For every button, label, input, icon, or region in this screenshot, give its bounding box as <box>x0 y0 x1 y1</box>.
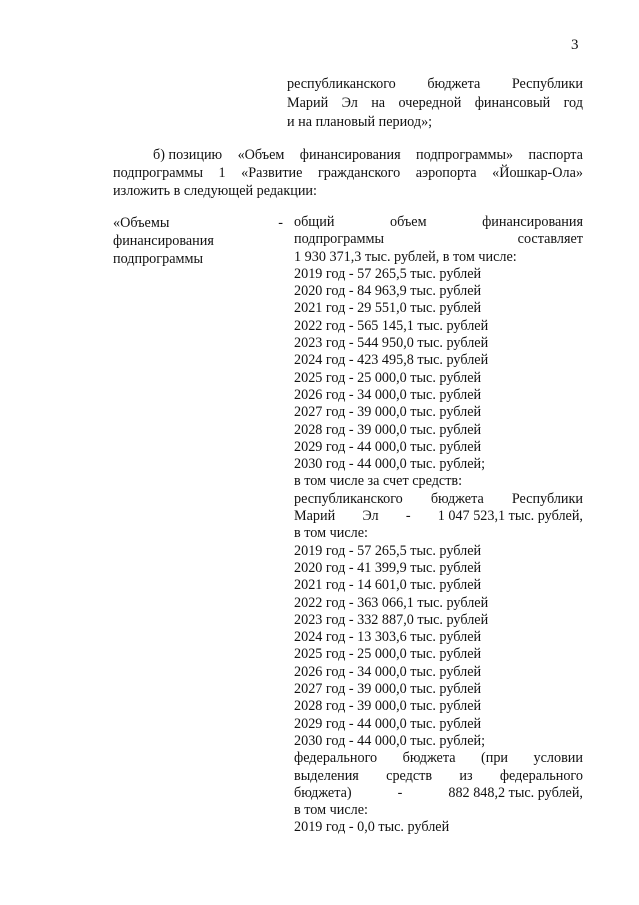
funding-word: 1 047 523,1 тыс. рублей, <box>437 508 583 525</box>
funding-word: подпрограммы <box>294 231 384 248</box>
funding-word: в том числе: <box>294 802 368 819</box>
funding-line <box>294 404 583 421</box>
funding-word: объем <box>389 214 427 230</box>
funding-word: в том числе за счет средств: <box>294 473 463 490</box>
funding-word: 2025 год - 25 000,0 тыс. рублей <box>294 369 482 386</box>
left-label-line-1: «Объемы <box>113 215 170 231</box>
funding-word: 1 930 371,3 тыс. рублей, в том числе: <box>294 248 517 265</box>
funding-word: 2029 год - 44 000,0 тыс. рублей <box>294 438 482 455</box>
left-label-line-2: финансирования <box>113 233 214 249</box>
continuation-line <box>287 94 583 113</box>
funding-word: 2024 год - 423 495,8 тыс. рублей <box>294 352 489 369</box>
continuation-line <box>287 75 583 94</box>
paragraph-b-word: гражданского <box>317 165 401 181</box>
funding-word: бюджета) <box>294 784 352 801</box>
funding-line <box>294 473 583 490</box>
continuation-word: Республики <box>511 76 583 92</box>
left-label-line-3: подпрограммы <box>113 251 203 267</box>
funding-word: федерального <box>294 750 378 767</box>
passport-right-column <box>294 214 583 837</box>
paragraph-b-word: аэропорта <box>415 165 477 181</box>
funding-word: 2019 год - 57 265,5 тыс. рублей <box>294 542 482 559</box>
funding-line <box>294 716 583 733</box>
funding-word: 2021 год - 14 601,0 тыс. рублей <box>294 577 482 594</box>
paragraph-b <box>113 146 583 200</box>
funding-line <box>294 266 583 283</box>
funding-word: 2026 год - 34 000,0 тыс. рублей <box>294 386 482 403</box>
funding-line <box>294 543 583 560</box>
continuation-word: Эл <box>341 95 358 111</box>
funding-word: - <box>405 508 411 525</box>
funding-line <box>294 802 583 819</box>
funding-line <box>294 352 583 369</box>
continuation-word: и на плановый период»; <box>287 114 433 130</box>
funding-line <box>294 439 583 456</box>
funding-word: составляет <box>517 231 583 248</box>
paragraph-b-line <box>113 182 583 200</box>
funding-line <box>294 698 583 715</box>
funding-line <box>294 318 583 335</box>
paragraph-b-line <box>113 146 583 164</box>
funding-word: бюджета <box>430 490 484 507</box>
continuation-word: финансовый <box>474 95 551 111</box>
funding-word: из <box>459 767 473 784</box>
funding-word: 2022 год - 565 145,1 тыс. рублей <box>294 317 489 334</box>
funding-word: Республики <box>511 490 583 507</box>
funding-word: в том числе: <box>294 525 368 542</box>
continuation-line <box>287 113 583 132</box>
funding-line <box>294 300 583 317</box>
paragraph-b-word: изложить в следующей редакции: <box>113 183 317 199</box>
funding-line <box>294 733 583 750</box>
funding-line <box>294 491 583 508</box>
funding-word: 2023 год - 544 950,0 тыс. рублей <box>294 335 489 352</box>
funding-word: 2021 год - 29 551,0 тыс. рублей <box>294 300 482 317</box>
page-number: 3 <box>571 37 579 53</box>
funding-word: 2020 год - 41 399,9 тыс. рублей <box>294 559 482 576</box>
funding-line <box>294 646 583 663</box>
funding-word: федерального <box>499 767 583 784</box>
funding-line <box>294 819 583 836</box>
funding-line <box>294 629 583 646</box>
paragraph-b-word: финансирования <box>299 147 401 163</box>
funding-word: - <box>397 784 403 801</box>
funding-line <box>294 750 583 767</box>
funding-word: (при <box>481 750 509 767</box>
funding-word: средств <box>386 767 433 784</box>
funding-word: бюджета <box>402 750 456 767</box>
paragraph-b-word: паспорта <box>528 147 583 163</box>
funding-word: Эл <box>362 508 379 525</box>
funding-word: 2028 год - 39 000,0 тыс. рублей <box>294 698 482 715</box>
continuation-word: республиканского <box>287 76 396 92</box>
continuation-word: на <box>371 95 386 111</box>
funding-word: 2024 год - 13 303,6 тыс. рублей <box>294 629 482 646</box>
passport-left-column <box>113 214 283 268</box>
funding-word: общий <box>294 214 335 230</box>
paragraph-b-line <box>113 164 583 182</box>
paragraph-b-word: подпрограммы» <box>416 147 514 163</box>
continuation-word: Марий <box>287 95 329 111</box>
paragraph-b-word: «Йошкар-Ола» <box>492 165 583 181</box>
funding-line <box>294 577 583 594</box>
paragraph-b-word: «Развитие <box>241 165 303 181</box>
funding-line <box>294 664 583 681</box>
funding-line <box>294 525 583 542</box>
funding-word: финансирования <box>482 214 583 230</box>
funding-word: 2030 год - 44 000,0 тыс. рублей; <box>294 732 486 749</box>
funding-line <box>294 370 583 387</box>
continuation-word: бюджета <box>427 76 481 92</box>
funding-line <box>294 456 583 473</box>
continuation-word: год <box>563 95 583 111</box>
funding-word: 2028 год - 39 000,0 тыс. рублей <box>294 421 482 438</box>
funding-word: 2025 год - 25 000,0 тыс. рублей <box>294 646 482 663</box>
funding-word: 2022 год - 363 066,1 тыс. рублей <box>294 594 489 611</box>
funding-word: 2019 год - 0,0 тыс. рублей <box>294 819 450 836</box>
funding-line <box>294 283 583 300</box>
funding-word: 2029 год - 44 000,0 тыс. рублей <box>294 715 482 732</box>
funding-word: 2019 год - 57 265,5 тыс. рублей <box>294 265 482 282</box>
funding-line <box>294 612 583 629</box>
funding-word: 2027 год - 39 000,0 тыс. рублей <box>294 681 482 698</box>
funding-line <box>294 595 583 612</box>
paragraph-b-word: 1 <box>218 165 226 181</box>
funding-word: 2020 год - 84 963,9 тыс. рублей <box>294 283 482 300</box>
funding-line <box>294 508 583 525</box>
funding-word: Марий <box>294 508 336 525</box>
funding-line <box>294 249 583 266</box>
funding-word: 2023 год - 332 887,0 тыс. рублей <box>294 611 489 628</box>
funding-line <box>294 335 583 352</box>
left-label-dash: - <box>278 215 283 231</box>
funding-line <box>294 681 583 698</box>
funding-line <box>294 231 583 248</box>
funding-word: 2027 год - 39 000,0 тыс. рублей <box>294 404 482 421</box>
paragraph-b-word: «Объем <box>237 147 285 163</box>
funding-line <box>294 560 583 577</box>
funding-line <box>294 214 583 231</box>
funding-word: 882 848,2 тыс. рублей, <box>448 784 583 801</box>
funding-word: выделения <box>294 767 359 784</box>
funding-word: условии <box>533 750 583 767</box>
funding-line <box>294 785 583 802</box>
paragraph-b-word: подпрограммы <box>113 165 203 181</box>
funding-word: 2026 год - 34 000,0 тыс. рублей <box>294 663 482 680</box>
continuation-word: очередной <box>398 95 462 111</box>
funding-word: республиканского <box>294 490 403 507</box>
funding-word: 2030 год - 44 000,0 тыс. рублей; <box>294 456 486 473</box>
funding-line <box>294 422 583 439</box>
funding-line <box>294 387 583 404</box>
paragraph-b-word: б) позицию <box>153 147 223 163</box>
top-continuation-text <box>287 75 583 132</box>
funding-line <box>294 768 583 785</box>
